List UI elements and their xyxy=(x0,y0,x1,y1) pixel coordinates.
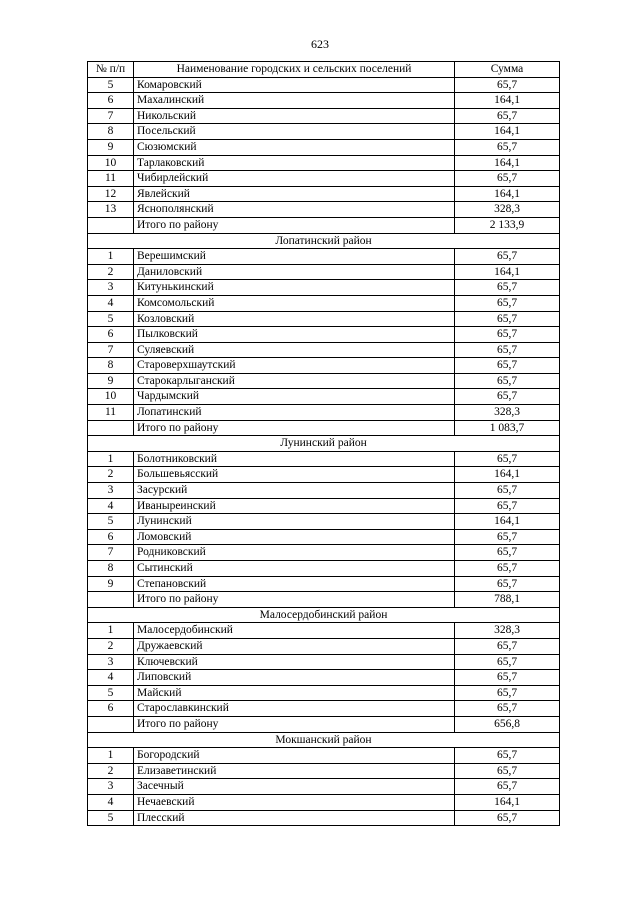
row-number: 3 xyxy=(88,654,134,670)
settlement-name: Родниковский xyxy=(134,545,455,561)
header-sum: Сумма xyxy=(455,62,560,78)
district-header-row xyxy=(88,607,560,623)
total-label: Итого по району xyxy=(134,716,455,732)
settlement-sum: 65,7 xyxy=(455,779,560,795)
settlement-sum: 328,3 xyxy=(455,202,560,218)
district-header-row xyxy=(88,233,560,249)
settlement-name: Посельский xyxy=(134,124,455,140)
district-name: Лунинский район xyxy=(88,436,560,452)
table-row xyxy=(88,249,560,265)
settlement-sum: 65,7 xyxy=(455,77,560,93)
settlement-name: Лопатинский xyxy=(134,405,455,421)
settlements-table xyxy=(87,61,560,826)
table-row xyxy=(88,529,560,545)
settlement-sum: 65,7 xyxy=(455,763,560,779)
row-number: 5 xyxy=(88,77,134,93)
table-row xyxy=(88,779,560,795)
settlement-name: Лунинский xyxy=(134,514,455,530)
table-row xyxy=(88,638,560,654)
district-total-row xyxy=(88,592,560,608)
settlement-name: Иваныреинский xyxy=(134,498,455,514)
district-name: Малосердобинский район xyxy=(88,607,560,623)
settlement-name: Майский xyxy=(134,685,455,701)
district-total-row xyxy=(88,217,560,233)
table-row xyxy=(88,93,560,109)
settlement-sum: 65,7 xyxy=(455,389,560,405)
row-number: 5 xyxy=(88,514,134,530)
table-row xyxy=(88,763,560,779)
settlement-name: Верешимский xyxy=(134,249,455,265)
row-number: 12 xyxy=(88,186,134,202)
settlement-name: Степановский xyxy=(134,576,455,592)
table-row xyxy=(88,467,560,483)
table-row xyxy=(88,342,560,358)
table-row xyxy=(88,685,560,701)
settlement-sum: 164,1 xyxy=(455,467,560,483)
table-row xyxy=(88,155,560,171)
settlement-sum: 65,7 xyxy=(455,701,560,717)
row-number: 3 xyxy=(88,779,134,795)
district-name: Лопатинский район xyxy=(88,233,560,249)
table-body xyxy=(88,77,560,826)
row-number: 7 xyxy=(88,342,134,358)
district-header-row xyxy=(88,436,560,452)
row-number: 3 xyxy=(88,483,134,499)
settlement-sum: 65,7 xyxy=(455,545,560,561)
total-label: Итого по району xyxy=(134,420,455,436)
table-row xyxy=(88,171,560,187)
row-number: 8 xyxy=(88,124,134,140)
settlement-sum: 65,7 xyxy=(455,249,560,265)
table-row xyxy=(88,327,560,343)
settlement-sum: 65,7 xyxy=(455,342,560,358)
row-number: 1 xyxy=(88,451,134,467)
row-number: 10 xyxy=(88,155,134,171)
settlement-name: Малосердобинский xyxy=(134,623,455,639)
settlement-sum: 65,7 xyxy=(455,295,560,311)
page-number: 623 xyxy=(311,37,329,51)
table-row xyxy=(88,77,560,93)
settlement-sum: 65,7 xyxy=(455,280,560,296)
row-number: 10 xyxy=(88,389,134,405)
settlement-name: Козловский xyxy=(134,311,455,327)
district-name: Мокшанский район xyxy=(88,732,560,748)
row-number: 6 xyxy=(88,93,134,109)
table-header-row xyxy=(88,62,560,78)
settlement-name: Большевьясский xyxy=(134,467,455,483)
table-row xyxy=(88,483,560,499)
table-row xyxy=(88,389,560,405)
header-name: Наименование городских и сельских поселений xyxy=(134,62,455,78)
settlement-name: Сюзюмский xyxy=(134,139,455,155)
settlement-sum: 164,1 xyxy=(455,124,560,140)
header-number: № п/п xyxy=(88,62,134,78)
total-sum: 788,1 xyxy=(455,592,560,608)
row-number xyxy=(88,592,134,608)
table-row xyxy=(88,670,560,686)
row-number: 2 xyxy=(88,763,134,779)
row-number: 1 xyxy=(88,623,134,639)
row-number xyxy=(88,420,134,436)
settlement-name: Липовский xyxy=(134,670,455,686)
table-row xyxy=(88,264,560,280)
table-row xyxy=(88,701,560,717)
total-label: Итого по району xyxy=(134,592,455,608)
row-number: 11 xyxy=(88,171,134,187)
settlement-name: Тарлаковский xyxy=(134,155,455,171)
settlement-name: Комаровский xyxy=(134,77,455,93)
table-row xyxy=(88,545,560,561)
row-number: 4 xyxy=(88,670,134,686)
settlement-name: Старославкинский xyxy=(134,701,455,717)
settlement-name: Китунькинский xyxy=(134,280,455,296)
district-total-row xyxy=(88,420,560,436)
table-row xyxy=(88,498,560,514)
settlement-sum: 328,3 xyxy=(455,623,560,639)
settlement-name: Нечаевский xyxy=(134,794,455,810)
row-number: 2 xyxy=(88,264,134,280)
settlement-sum: 65,7 xyxy=(455,561,560,577)
settlement-name: Богородский xyxy=(134,748,455,764)
table-row xyxy=(88,358,560,374)
row-number: 5 xyxy=(88,311,134,327)
table-row xyxy=(88,576,560,592)
table-row xyxy=(88,514,560,530)
row-number xyxy=(88,217,134,233)
row-number: 4 xyxy=(88,794,134,810)
row-number: 9 xyxy=(88,139,134,155)
row-number: 1 xyxy=(88,748,134,764)
row-number: 7 xyxy=(88,545,134,561)
table-row xyxy=(88,405,560,421)
settlement-sum: 65,7 xyxy=(455,576,560,592)
settlement-sum: 65,7 xyxy=(455,638,560,654)
row-number: 7 xyxy=(88,108,134,124)
settlement-sum: 65,7 xyxy=(455,311,560,327)
district-header-row xyxy=(88,732,560,748)
row-number: 2 xyxy=(88,638,134,654)
settlement-name: Засечный xyxy=(134,779,455,795)
row-number: 5 xyxy=(88,810,134,826)
settlement-sum: 65,7 xyxy=(455,748,560,764)
table-row xyxy=(88,280,560,296)
settlement-sum: 65,7 xyxy=(455,373,560,389)
table-row xyxy=(88,124,560,140)
settlement-name: Даниловский xyxy=(134,264,455,280)
settlement-name: Никольский xyxy=(134,108,455,124)
settlement-sum: 328,3 xyxy=(455,405,560,421)
row-number: 4 xyxy=(88,498,134,514)
table-row xyxy=(88,561,560,577)
settlement-name: Чардымский xyxy=(134,389,455,405)
settlement-sum: 164,1 xyxy=(455,186,560,202)
table-row xyxy=(88,295,560,311)
settlement-sum: 65,7 xyxy=(455,171,560,187)
table-row xyxy=(88,748,560,764)
row-number xyxy=(88,716,134,732)
total-sum: 2 133,9 xyxy=(455,217,560,233)
settlement-name: Суляевский xyxy=(134,342,455,358)
row-number: 6 xyxy=(88,327,134,343)
row-number: 6 xyxy=(88,701,134,717)
settlement-name: Чибирлейский xyxy=(134,171,455,187)
total-sum: 1 083,7 xyxy=(455,420,560,436)
table-row xyxy=(88,311,560,327)
row-number: 9 xyxy=(88,576,134,592)
table-row xyxy=(88,654,560,670)
settlement-name: Елизаветинский xyxy=(134,763,455,779)
row-number: 8 xyxy=(88,561,134,577)
settlement-sum: 65,7 xyxy=(455,108,560,124)
row-number: 5 xyxy=(88,685,134,701)
row-number: 1 xyxy=(88,249,134,265)
settlement-name: Пылковский xyxy=(134,327,455,343)
table-row xyxy=(88,108,560,124)
settlement-name: Засурский xyxy=(134,483,455,499)
settlement-name: Плесский xyxy=(134,810,455,826)
row-number: 9 xyxy=(88,373,134,389)
settlement-sum: 65,7 xyxy=(455,483,560,499)
settlement-sum: 65,7 xyxy=(455,451,560,467)
settlement-sum: 65,7 xyxy=(455,670,560,686)
table-row xyxy=(88,794,560,810)
settlement-name: Старокарлыганский xyxy=(134,373,455,389)
table-row xyxy=(88,810,560,826)
row-number: 2 xyxy=(88,467,134,483)
settlement-sum: 164,1 xyxy=(455,93,560,109)
settlement-sum: 65,7 xyxy=(455,498,560,514)
settlement-name: Сытинский xyxy=(134,561,455,577)
table-row xyxy=(88,139,560,155)
table-row xyxy=(88,373,560,389)
settlement-sum: 65,7 xyxy=(455,327,560,343)
table-row xyxy=(88,451,560,467)
row-number: 4 xyxy=(88,295,134,311)
settlement-sum: 65,7 xyxy=(455,654,560,670)
row-number: 8 xyxy=(88,358,134,374)
table-row xyxy=(88,202,560,218)
settlement-sum: 65,7 xyxy=(455,139,560,155)
settlement-name: Ломовский xyxy=(134,529,455,545)
settlement-name: Ключевский xyxy=(134,654,455,670)
row-number: 3 xyxy=(88,280,134,296)
row-number: 6 xyxy=(88,529,134,545)
settlement-name: Староверхшаутский xyxy=(134,358,455,374)
settlement-sum: 164,1 xyxy=(455,155,560,171)
settlement-sum: 164,1 xyxy=(455,794,560,810)
total-label: Итого по району xyxy=(134,217,455,233)
settlement-sum: 65,7 xyxy=(455,685,560,701)
settlement-name: Яснополянский xyxy=(134,202,455,218)
table-row xyxy=(88,623,560,639)
settlement-name: Комсомольский xyxy=(134,295,455,311)
settlement-sum: 65,7 xyxy=(455,810,560,826)
settlement-sum: 164,1 xyxy=(455,514,560,530)
settlement-name: Явлейский xyxy=(134,186,455,202)
table-row xyxy=(88,186,560,202)
settlement-name: Махалинский xyxy=(134,93,455,109)
settlement-sum: 65,7 xyxy=(455,358,560,374)
district-total-row xyxy=(88,716,560,732)
total-sum: 656,8 xyxy=(455,716,560,732)
settlement-sum: 65,7 xyxy=(455,529,560,545)
row-number: 11 xyxy=(88,405,134,421)
settlement-sum: 164,1 xyxy=(455,264,560,280)
row-number: 13 xyxy=(88,202,134,218)
settlement-name: Болотниковский xyxy=(134,451,455,467)
settlement-name: Дружаевский xyxy=(134,638,455,654)
